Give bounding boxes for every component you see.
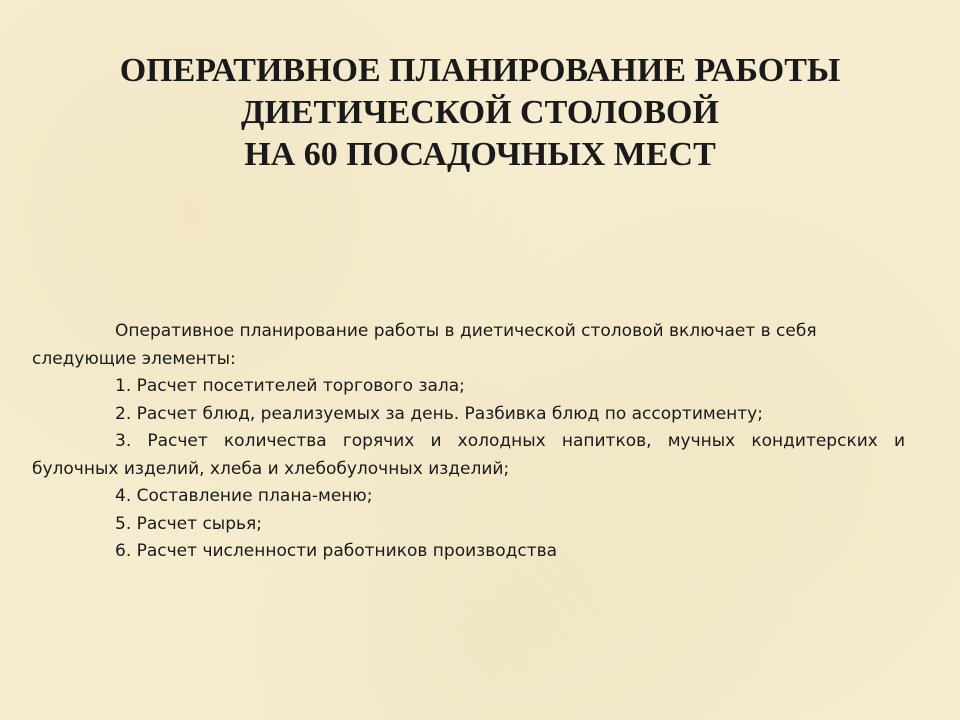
- list-item-1: 1. Расчет посетителей торгового зала;: [115, 376, 465, 396]
- list-item-4: 4. Составление плана-меню;: [115, 486, 373, 506]
- intro-line-1: Оперативное планирование работы в диетической столовой включает в себя: [115, 321, 817, 341]
- list-item-3: 3. Расчет количества горячих и холодных напитков, мучных кондитерских и: [115, 431, 905, 451]
- slide-title: [60, 50, 900, 176]
- slide-body: [32, 318, 905, 566]
- title-line-1: ОПЕРАТИВНОЕ ПЛАНИРОВАНИЕ РАБОТЫ: [119, 52, 841, 89]
- title-line-3: НА 60 ПОСАДОЧНЫХ МЕСТ: [244, 136, 716, 173]
- intro-line-2: следующие элементы:: [32, 348, 236, 369]
- list-item-3-continued: булочных изделий, хлеба и хлебобулочных изделий;: [32, 458, 510, 479]
- list-item-2: 2. Расчет блюд, реализуемых за день. Разбивка блюд по ассортименту;: [115, 403, 763, 424]
- list-item-6: 6. Расчет численности работников производства: [115, 541, 558, 561]
- list-item-5: 5. Расчет сырья;: [115, 513, 262, 534]
- title-line-2: ДИЕТИЧЕСКОЙ СТОЛОВОЙ: [241, 94, 719, 131]
